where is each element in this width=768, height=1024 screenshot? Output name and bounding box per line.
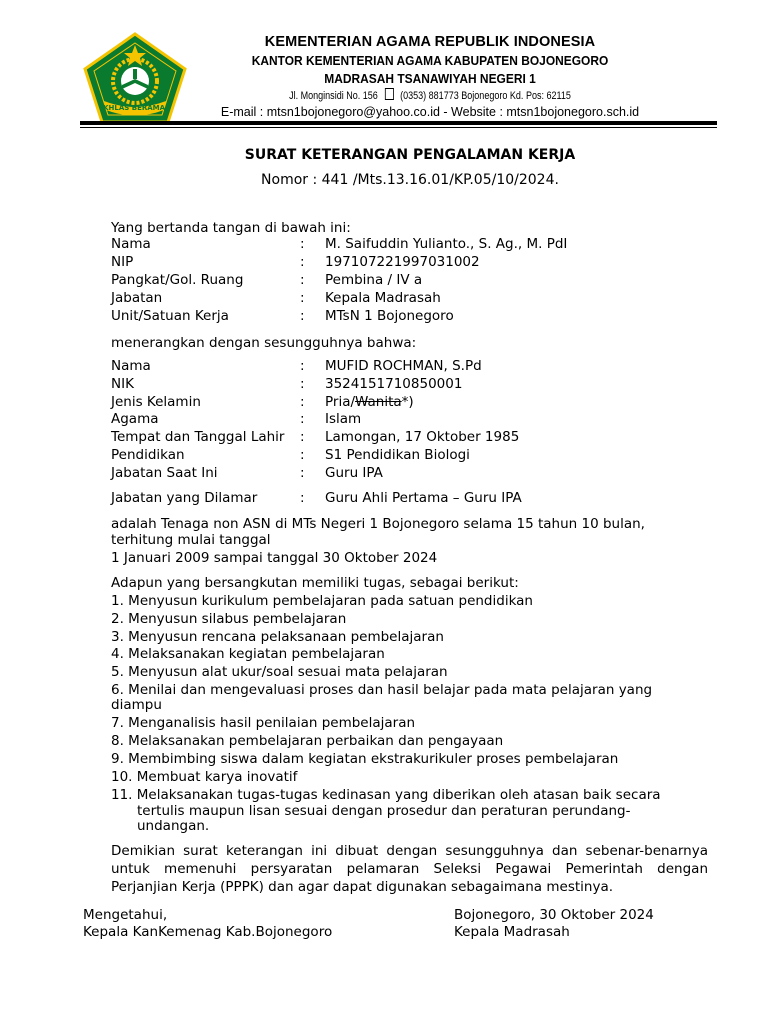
colon: :: [300, 358, 305, 374]
colon: :: [300, 447, 305, 463]
gender-male: Pria/: [325, 394, 356, 410]
colon: :: [300, 376, 305, 392]
signer-name: M. Saifuddin Yulianto., S. Ag., M. PdI: [325, 236, 568, 252]
subject-gender-label: Jenis Kelamin: [111, 394, 201, 410]
letterhead: [190, 32, 670, 121]
closing-paragraph: Demikian surat keterangan ini dibuat dengan sesungguhnya dan sebenar-benarnya untuk memenuhi persyaratan pelamaran Seleksi Pegawai Pemerintah dengan Perjanjian Kerja (PPPK) dan agar dapat digunakan sebagaimana mestinya.: [111, 843, 708, 895]
subject-education: S1 Pendidikan Biologi: [325, 447, 470, 463]
logo-motto: IKHLAS BERAMAL: [100, 104, 170, 112]
letter-number: Nomor : 441 /Mts.13.16.01/KP.05/10/2024.: [261, 172, 559, 188]
letter-title: SURAT KETERANGAN PENGALAMAN KERJA: [244, 147, 576, 163]
duty-item: 9. Membimbing siswa dalam kegiatan ekstrakurikuler proses pembelajaran: [111, 751, 619, 767]
status-line-1: adalah Tenaga non ASN di MTs Negeri 1 Bojonegoro selama 15 tahun 10 bulan,: [111, 516, 645, 532]
gender-note: *): [401, 394, 414, 410]
letterhead-ministry: KEMENTERIAN AGAMA REPUBLIK INDONESIA: [264, 34, 596, 50]
subject-nik: 3524151710850001: [325, 376, 463, 392]
subject-nik-label: NIK: [111, 376, 134, 392]
subject-current-position: Guru IPA: [325, 465, 383, 481]
duty-item: 2. Menyusun silabus pembelajaran: [111, 611, 347, 627]
duty-item: 3. Menyusun rencana pelaksanaan pembelajaran: [111, 629, 444, 645]
subject-education-label: Pendidikan: [111, 447, 185, 463]
duty-item: 10. Membuat karya inovatif: [111, 769, 298, 785]
colon: :: [300, 490, 305, 506]
duties-intro: Adapun yang bersangkutan memiliki tugas, sebagai berikut:: [111, 575, 519, 591]
colon: :: [300, 236, 305, 252]
sign-left-line1: Mengetahui,: [83, 907, 168, 923]
letterhead-rule-thick: [80, 121, 717, 125]
signer-unit: MTsN 1 Bojonegoro: [325, 308, 454, 324]
duty-item-continued: tertulis maupun lisan sesuai dengan prosedur dan peraturan perundang-: [137, 803, 631, 819]
colon: :: [300, 290, 305, 306]
letterhead-address: Jl. Monginsidi No. 156: [289, 90, 378, 102]
signer-nip-label: NIP: [111, 254, 134, 270]
colon: :: [300, 272, 305, 288]
letterhead-address-line: [233, 88, 627, 104]
duty-item: 8. Melaksanakan pembelajaran perbaikan dan pengayaan: [111, 733, 504, 749]
subject-current-position-label: Jabatan Saat Ini: [111, 465, 218, 481]
colon: :: [300, 308, 305, 324]
signer-position-label: Jabatan: [111, 290, 163, 306]
colon: :: [300, 429, 305, 445]
signer-nip: 197107221997031002: [325, 254, 480, 270]
duty-item: 1. Menyusun kurikulum pembelajaran pada satuan pendidikan: [111, 593, 533, 609]
letterhead-contact: E-mail : mtsn1bojonegoro@yahoo.co.id - Website : mtsn1bojonegoro.sch.id: [220, 105, 640, 119]
subject-religion-label: Agama: [111, 411, 159, 427]
kemenag-logo: [80, 31, 190, 125]
signer-rank-label: Pangkat/Gol. Ruang: [111, 272, 244, 288]
colon: :: [300, 465, 305, 481]
duty-item-continued: undangan.: [137, 818, 210, 834]
sign-right-date: Bojonegoro, 30 Oktober 2024: [454, 907, 654, 923]
colon: :: [300, 411, 305, 427]
duty-item-continued: diampu: [111, 697, 162, 713]
declare-text: menerangkan dengan sesungguhnya bahwa:: [111, 335, 417, 351]
subject-name: MUFID ROCHMAN, S.Pd: [325, 358, 482, 374]
signer-position: Kepala Madrasah: [325, 290, 441, 306]
letterhead-school: MADRASAH TSANAWIYAH NEGERI 1: [324, 71, 536, 86]
letterhead-rule-thin: [80, 127, 717, 128]
sign-right-title: Kepala Madrasah: [454, 924, 570, 940]
duty-item: 5. Menyusun alat ukur/soal sesuai mata pelajaran: [111, 664, 448, 680]
gender-female-struck: Wanita: [355, 394, 402, 410]
duty-item: 6. Menilai dan mengevaluasi proses dan hasil belajar pada mata pelajaran yang: [111, 682, 653, 698]
phone-icon: [385, 88, 394, 100]
signer-unit-label: Unit/Satuan Kerja: [111, 308, 229, 324]
duty-item: 7. Menganalisis hasil penilaian pembelajaran: [111, 715, 416, 731]
subject-religion: Islam: [325, 411, 362, 427]
duty-item: 11. Melaksanakan tugas-tugas kedinasan yang diberikan oleh atasan baik secara: [111, 787, 661, 803]
signer-rank: Pembina / IV a: [325, 272, 423, 288]
subject-name-label: Nama: [111, 358, 151, 374]
colon: :: [300, 394, 305, 410]
signer-name-label: Nama: [111, 236, 151, 252]
subject-gender: [325, 394, 414, 410]
colon: :: [300, 254, 305, 270]
subject-birth: Lamongan, 17 Oktober 1985: [325, 429, 520, 445]
subject-birth-label: Tempat dan Tanggal Lahir: [111, 429, 285, 445]
subject-applied-position: Guru Ahli Pertama – Guru IPA: [325, 490, 522, 506]
letterhead-phone: (0353) 881773 Bojonegoro Kd. Pos: 62115: [400, 90, 571, 102]
intro-text: Yang bertanda tangan di bawah ini:: [111, 220, 351, 236]
duty-item: 4. Melaksanakan kegiatan pembelajaran: [111, 646, 385, 662]
subject-applied-position-label: Jabatan yang Dilamar: [111, 490, 258, 506]
letterhead-office: KANTOR KEMENTERIAN AGAMA KABUPATEN BOJONEGORO: [251, 53, 609, 68]
status-line-3: 1 Januari 2009 sampai tanggal 30 Oktober 2024: [111, 550, 438, 566]
status-line-2: terhitung mulai tanggal: [111, 532, 271, 548]
sign-left-line2: Kepala KanKemenag Kab.Bojonegoro: [83, 924, 333, 940]
